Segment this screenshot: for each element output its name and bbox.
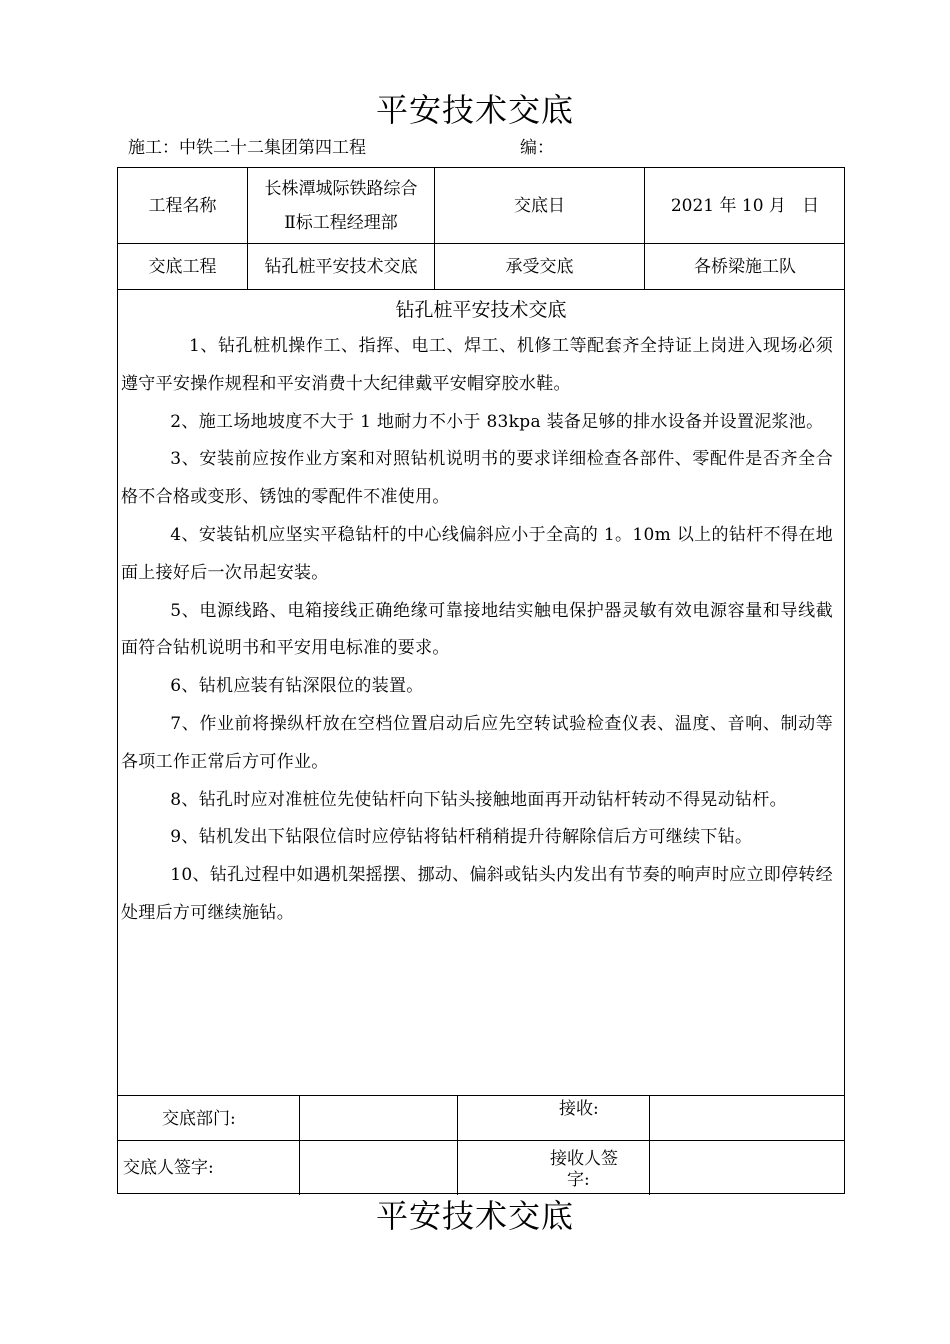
next-page-title: 平安技术交底	[375, 1197, 574, 1235]
content-paragraph: 9、钻机发出下钻限位信时应停钻将钻杆稍稍提升待解除信后方可继续下钻。	[170, 827, 753, 848]
briefing-content	[121, 328, 833, 933]
content-paragraph: 3、安装前应按作业方案和对照钻机说明书的要求详细检查各部件、零配件是否齐全合格不合格或变形、锈蚀的零配件不准使用。	[121, 449, 833, 508]
receiver-signer-label: 接收人签	[550, 1149, 618, 1169]
construction-unit: 施工：中铁二十二集团第四工程	[128, 138, 366, 158]
briefing-signer-label: 交底人签字:	[123, 1158, 214, 1178]
receiver-signer-field[interactable]	[650, 1141, 845, 1194]
receive-label: 接收:	[559, 1099, 599, 1119]
briefing-subject-value: 钻孔桩平安技术交底	[264, 256, 418, 277]
content-title: 钻孔桩平安技术交底	[395, 299, 567, 321]
document-code-label: 编：	[520, 138, 554, 158]
content-paragraph: 4、安装钻机应坚实平稳钻杆的中心线偏斜应小于全高的 1。10m 以上的钻杆不得在地面上接好后一次吊起安装。	[121, 524, 833, 583]
briefing-dept-field[interactable]	[300, 1096, 457, 1140]
briefing-table	[117, 167, 845, 1194]
briefing-subject-label: 交底工程	[148, 256, 217, 277]
project-name-label: 工程名称	[148, 195, 217, 216]
briefing-date-value: 2021 年 10 月 日	[670, 195, 820, 216]
briefing-date-label: 交底日	[514, 195, 565, 216]
document-title: 平安技术交底	[375, 91, 574, 129]
content-paragraph: 10、钻孔过程中如遇机架摇摆、挪动、偏斜或钻头内发出有节奏的响声时应立即停转经处理后方可继续施钻。	[121, 865, 833, 923]
content-paragraph: 2、施工场地坡度不大于 1 地耐力不小于 83kpa 装备足够的排水设备并设置泥浆池。	[170, 411, 824, 432]
content-paragraph: 1、钻孔桩机操作工、指挥、电工、焊工、机修工等配套齐全持证上岗进入现场必须遵守平安操作规程和平安消费十大纪律戴平安帽穿胶水鞋。	[121, 336, 833, 394]
content-paragraph: 6、钻机应装有钻深限位的装置。	[170, 676, 424, 697]
content-paragraph: 5、电源线路、电箱接线正确绝缘可靠接地结实触电保护器灵敏有效电源容量和导线截面符合钻机说明书和平安用电标准的要求。	[121, 600, 833, 659]
content-paragraph: 7、作业前将操纵杆放在空档位置启动后应先空转试验检查仪表、温度、音响、制动等各项工作正常后方可作业。	[121, 713, 833, 772]
receiver-signer-label-cont: 字:	[567, 1170, 590, 1190]
column-divider	[457, 1095, 458, 1195]
receiver-label: 承受交底	[505, 256, 574, 277]
receiver-value: 各桥梁施工队	[694, 256, 796, 277]
receive-field[interactable]	[650, 1096, 845, 1140]
briefing-dept-label: 交底部门:	[162, 1109, 236, 1129]
project-name-value: 长株潭城际铁路综合Ⅱ标工程经理部	[264, 178, 418, 233]
briefing-signer-field[interactable]	[300, 1141, 457, 1194]
row-divider	[118, 289, 844, 290]
content-paragraph: 8、钻孔时应对准桩位先使钻杆向下钻头接触地面再开动钻杆转动不得晃动钻杆。	[170, 789, 787, 810]
